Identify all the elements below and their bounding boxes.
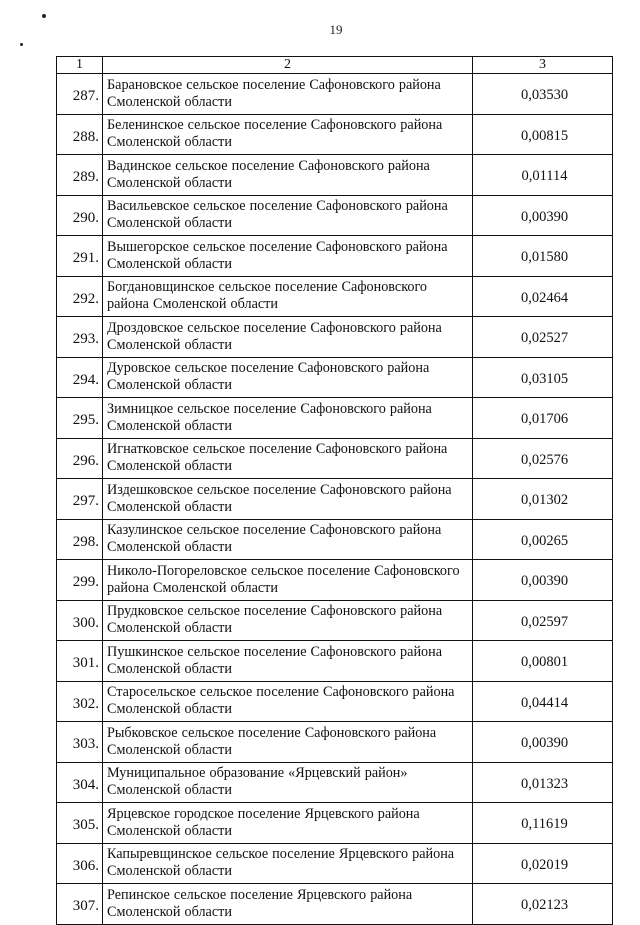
table-row [57,681,613,722]
coefficient-value: 0,01706 [473,398,613,439]
coefficient-value: 0,01114 [473,155,613,196]
municipality-name: Васильевское сельское поселение Сафоновского района Смоленской области [103,195,473,236]
coefficient-value: 0,00390 [473,722,613,763]
table-header-row [57,57,613,74]
scan-speck [42,14,46,18]
municipality-name: Муниципальное образование «Ярцевский район» Смоленской области [103,762,473,803]
municipality-name: Прудковское сельское поселение Сафоновского района Смоленской области [103,600,473,641]
table-row [57,236,613,277]
table-row [57,560,613,601]
table-row [57,438,613,479]
municipality-name: Беленинское сельское поселение Сафоновского района Смоленской области [103,114,473,155]
allocation-table [56,56,613,925]
table-row [57,74,613,115]
municipality-name: Репинское сельское поселение Ярцевского района Смоленской области [103,884,473,925]
municipality-name: Богдановщинское сельское поселение Сафоновского района Смоленской области [103,276,473,317]
coefficient-value: 0,00390 [473,560,613,601]
table-row [57,722,613,763]
municipality-name: Дуровское сельское поселение Сафоновского района Смоленской области [103,357,473,398]
row-number: 296. [57,438,103,479]
row-number: 292. [57,276,103,317]
municipality-name: Зимницкое сельское поселение Сафоновского района Смоленской области [103,398,473,439]
coefficient-value: 0,00265 [473,519,613,560]
municipality-name: Игнатковское сельское поселение Сафоновского района Смоленской области [103,438,473,479]
row-number: 302. [57,681,103,722]
table-row [57,884,613,925]
row-number: 291. [57,236,103,277]
row-number: 299. [57,560,103,601]
municipality-name: Вадинское сельское поселение Сафоновского района Смоленской области [103,155,473,196]
table-row [57,398,613,439]
row-number: 298. [57,519,103,560]
table-row [57,762,613,803]
row-number: 305. [57,803,103,844]
coefficient-value: 0,02576 [473,438,613,479]
table-row [57,600,613,641]
coefficient-value: 0,00815 [473,114,613,155]
coefficient-value: 0,00801 [473,641,613,682]
column-header: 2 [103,57,473,74]
row-number: 306. [57,843,103,884]
row-number: 295. [57,398,103,439]
coefficient-value: 0,02464 [473,276,613,317]
page-number: 19 [329,22,343,37]
coefficient-value: 0,03105 [473,357,613,398]
coefficient-value: 0,02597 [473,600,613,641]
table-row [57,641,613,682]
row-number: 289. [57,155,103,196]
row-number: 303. [57,722,103,763]
table-row [57,479,613,520]
municipality-name: Николо-Погореловское сельское поселение Сафоновского района Смоленской области [103,560,473,601]
municipality-name: Ярцевское городское поселение Ярцевского района Смоленской области [103,803,473,844]
coefficient-value: 0,04414 [473,681,613,722]
column-header: 1 [57,57,103,74]
table-row [57,357,613,398]
table-body [57,74,613,925]
row-number: 300. [57,600,103,641]
row-number: 304. [57,762,103,803]
row-number: 301. [57,641,103,682]
coefficient-value: 0,11619 [473,803,613,844]
row-number: 288. [57,114,103,155]
coefficient-value: 0,01302 [473,479,613,520]
coefficient-value: 0,02123 [473,884,613,925]
row-number: 293. [57,317,103,358]
table-row [57,803,613,844]
municipality-name: Рыбковское сельское поселение Сафоновского района Смоленской области [103,722,473,763]
column-header: 3 [473,57,613,74]
municipality-name: Издешковское сельское поселение Сафоновского района Смоленской области [103,479,473,520]
table-row [57,843,613,884]
municipality-name: Дроздовское сельское поселение Сафоновского района Смоленской области [103,317,473,358]
municipality-name: Казулинское сельское поселение Сафоновского района Смоленской области [103,519,473,560]
row-number: 297. [57,479,103,520]
table-row [57,519,613,560]
row-number: 307. [57,884,103,925]
row-number: 290. [57,195,103,236]
table-row [57,114,613,155]
coefficient-value: 0,01323 [473,762,613,803]
table-row [57,317,613,358]
municipality-name: Пушкинское сельское поселение Сафоновского района Смоленской области [103,641,473,682]
table-row [57,276,613,317]
coefficient-value: 0,01580 [473,236,613,277]
municipality-name: Вышегорское сельское поселение Сафоновского района Смоленской области [103,236,473,277]
coefficient-value: 0,03530 [473,74,613,115]
row-number: 294. [57,357,103,398]
municipality-name: Капыревщинское сельское поселение Ярцевского района Смоленской области [103,843,473,884]
scan-speck [20,43,23,46]
municipality-name: Старосельское сельское поселение Сафоновского района Смоленской области [103,681,473,722]
table-row [57,155,613,196]
coefficient-value: 0,02527 [473,317,613,358]
row-number: 287. [57,74,103,115]
coefficient-value: 0,02019 [473,843,613,884]
municipality-name: Барановское сельское поселение Сафоновского района Смоленской области [103,74,473,115]
coefficient-value: 0,00390 [473,195,613,236]
table-row [57,195,613,236]
